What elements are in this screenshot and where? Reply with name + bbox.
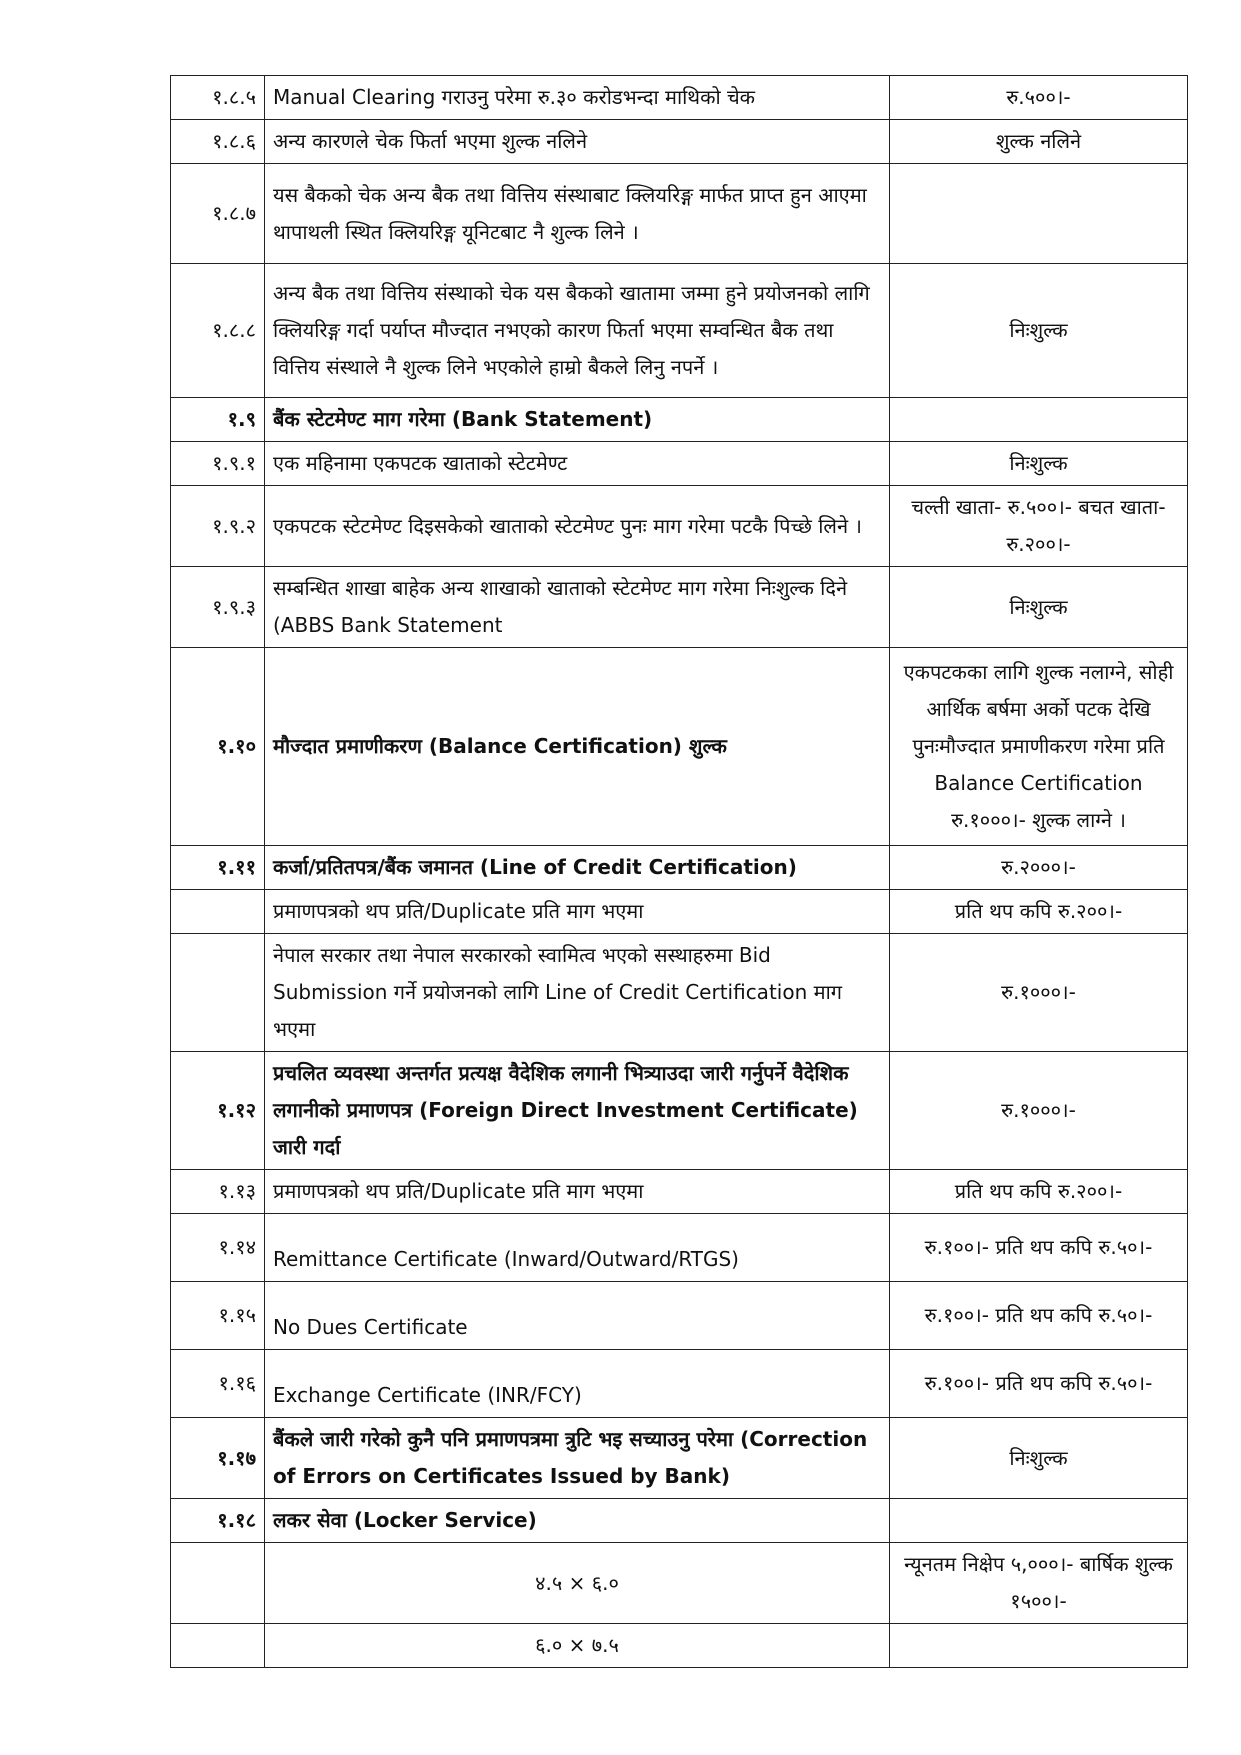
row-description: एक महिनामा एकपटक खाताको स्टेटमेण्ट (265, 442, 890, 486)
table-row (171, 567, 1188, 648)
table-row (171, 1624, 1188, 1668)
row-description: Manual Clearing गराउनु परेमा रु.३० करोडभन्दा माथिको चेक (265, 76, 890, 120)
row-number: १.८.६ (171, 120, 265, 164)
row-number: १.९.२ (171, 486, 265, 567)
row-description: नेपाल सरकार तथा नेपाल सरकारको स्वामित्व भएको सस्थाहरुमा Bid Submission गर्ने प्रयोजनको लागि Line of Credit Certification माग भएमा (265, 934, 890, 1052)
row-fee: शुल्क नलिने (890, 120, 1188, 164)
row-number: १.१३ (171, 1170, 265, 1214)
table-row (171, 1350, 1188, 1418)
row-description: बैंक स्टेटमेण्ट माग गरेमा (Bank Statement) (265, 398, 890, 442)
row-number: १.८.८ (171, 264, 265, 398)
row-fee: रु.१०००।- (890, 1052, 1188, 1170)
row-fee: न्यूनतम निक्षेप ५,०००।- बार्षिक शुल्क १५००।- (890, 1543, 1188, 1624)
table-row (171, 486, 1188, 567)
table-row (171, 1052, 1188, 1170)
row-description: प्रचलित व्यवस्था अन्तर्गत प्रत्यक्ष वैदेशिक लगानी भित्र्याउदा जारी गर्नुपर्ने वैदेशिक लगानीको प्रमाणपत्र (Foreign Direct Investment Certificate) जारी गर्दा (265, 1052, 890, 1170)
row-fee: निःशुल्क (890, 1418, 1188, 1499)
row-description: सम्बन्धित शाखा बाहेक अन्य शाखाको खाताको स्टेटमेण्ट माग गरेमा निःशुल्क दिने (ABBS Bank Statement (265, 567, 890, 648)
table-row (171, 1282, 1188, 1350)
row-description: प्रमाणपत्रको थप प्रति/Duplicate प्रति माग भएमा (265, 1170, 890, 1214)
row-description: प्रमाणपत्रको थप प्रति/Duplicate प्रति माग भएमा (265, 890, 890, 934)
table-row (171, 1170, 1188, 1214)
table-row (171, 1214, 1188, 1282)
table-row (171, 1543, 1188, 1624)
row-description: Remittance Certificate (Inward/Outward/RTGS) (265, 1214, 890, 1282)
fee-schedule-table (170, 75, 1188, 1668)
table-row (171, 1499, 1188, 1543)
row-fee (890, 1624, 1188, 1668)
row-number: १.९.३ (171, 567, 265, 648)
row-fee: रु.१००।- प्रति थप कपि रु.५०।- (890, 1282, 1188, 1350)
row-number (171, 934, 265, 1052)
row-number: १.१५ (171, 1282, 265, 1350)
row-number: १.११ (171, 846, 265, 890)
row-description: Exchange Certificate (INR/FCY) (265, 1350, 890, 1418)
table-row (171, 934, 1188, 1052)
row-number: १.१६ (171, 1350, 265, 1418)
table-row (171, 890, 1188, 934)
row-fee (890, 398, 1188, 442)
row-description: लकर सेवा (Locker Service) (265, 1499, 890, 1543)
row-fee: चल्ती खाता- रु.५००।- बचत खाता- रु.२००।- (890, 486, 1188, 567)
row-number: १.१४ (171, 1214, 265, 1282)
table-row (171, 264, 1188, 398)
row-fee: निःशुल्क (890, 567, 1188, 648)
row-number: १.९ (171, 398, 265, 442)
row-description: No Dues Certificate (265, 1282, 890, 1350)
row-fee: निःशुल्क (890, 442, 1188, 486)
row-number: १.८.७ (171, 164, 265, 264)
row-fee: रु.२०००।- (890, 846, 1188, 890)
row-number: १.९.१ (171, 442, 265, 486)
table-row (171, 120, 1188, 164)
fee-table-body (171, 76, 1188, 1668)
row-fee: प्रति थप कपि रु.२००।- (890, 890, 1188, 934)
table-row (171, 648, 1188, 846)
row-fee: रु.५००।- (890, 76, 1188, 120)
row-number: १.१० (171, 648, 265, 846)
row-description: कर्जा/प्रतितपत्र/बैंक जमानत (Line of Credit Certification) (265, 846, 890, 890)
row-number: १.१८ (171, 1499, 265, 1543)
row-number: १.८.५ (171, 76, 265, 120)
row-fee: रु.१००।- प्रति थप कपि रु.५०।- (890, 1350, 1188, 1418)
row-fee: रु.१०००।- (890, 934, 1188, 1052)
row-number: १.१२ (171, 1052, 265, 1170)
row-fee: प्रति थप कपि रु.२००।- (890, 1170, 1188, 1214)
table-row (171, 1418, 1188, 1499)
row-description: अन्य कारणले चेक फिर्ता भएमा शुल्क नलिने (265, 120, 890, 164)
row-number (171, 1624, 265, 1668)
row-fee (890, 1499, 1188, 1543)
table-row (171, 442, 1188, 486)
row-fee: रु.१००।- प्रति थप कपि रु.५०।- (890, 1214, 1188, 1282)
row-number (171, 890, 265, 934)
row-number (171, 1543, 265, 1624)
row-description: ४.५ × ६.० (265, 1543, 890, 1624)
row-fee: निःशुल्क (890, 264, 1188, 398)
table-row (171, 76, 1188, 120)
table-row (171, 398, 1188, 442)
row-number: १.१७ (171, 1418, 265, 1499)
row-fee (890, 164, 1188, 264)
row-description: ६.० × ७.५ (265, 1624, 890, 1668)
row-description: यस बैकको चेक अन्य बैक तथा वित्तिय संस्थाबाट क्लियरिङ्ग मार्फत प्राप्त हुन आएमा थापाथली स्थित क्लियरिङ्ग यूनिटबाट नै शुल्क लिने । (265, 164, 890, 264)
row-description: मौज्दात प्रमाणीकरण (Balance Certification) शुल्क (265, 648, 890, 846)
row-description: अन्य बैक तथा वित्तिय संस्थाको चेक यस बैकको खातामा जम्मा हुने प्रयोजनको लागि क्लियरिङ्ग गर्दा पर्याप्त मौज्दात नभएको कारण फिर्ता भएमा सम्वन्धित बैक तथा वित्तिय संस्थाले नै शुल्क लिने भएकोले हाम्रो बैकले लिनु नपर्ने । (265, 264, 890, 398)
row-description: बैंकले जारी गरेको कुनै पनि प्रमाणपत्रमा त्रुटि भइ सच्याउनु परेमा (Correction of Errors on Certificates Issued by Bank) (265, 1418, 890, 1499)
row-description: एकपटक स्टेटमेण्ट दिइसकेको खाताको स्टेटमेण्ट पुनः माग गरेमा पटकै पिच्छे लिने । (265, 486, 890, 567)
table-row (171, 164, 1188, 264)
table-row (171, 846, 1188, 890)
row-fee: एकपटकका लागि शुल्क नलाग्ने, सोही आर्थिक बर्षमा अर्को पटक देखि पुनःमौज्दात प्रमाणीकरण गरेमा प्रति Balance Certification रु.१०००।- शुल्क लाग्ने । (890, 648, 1188, 846)
